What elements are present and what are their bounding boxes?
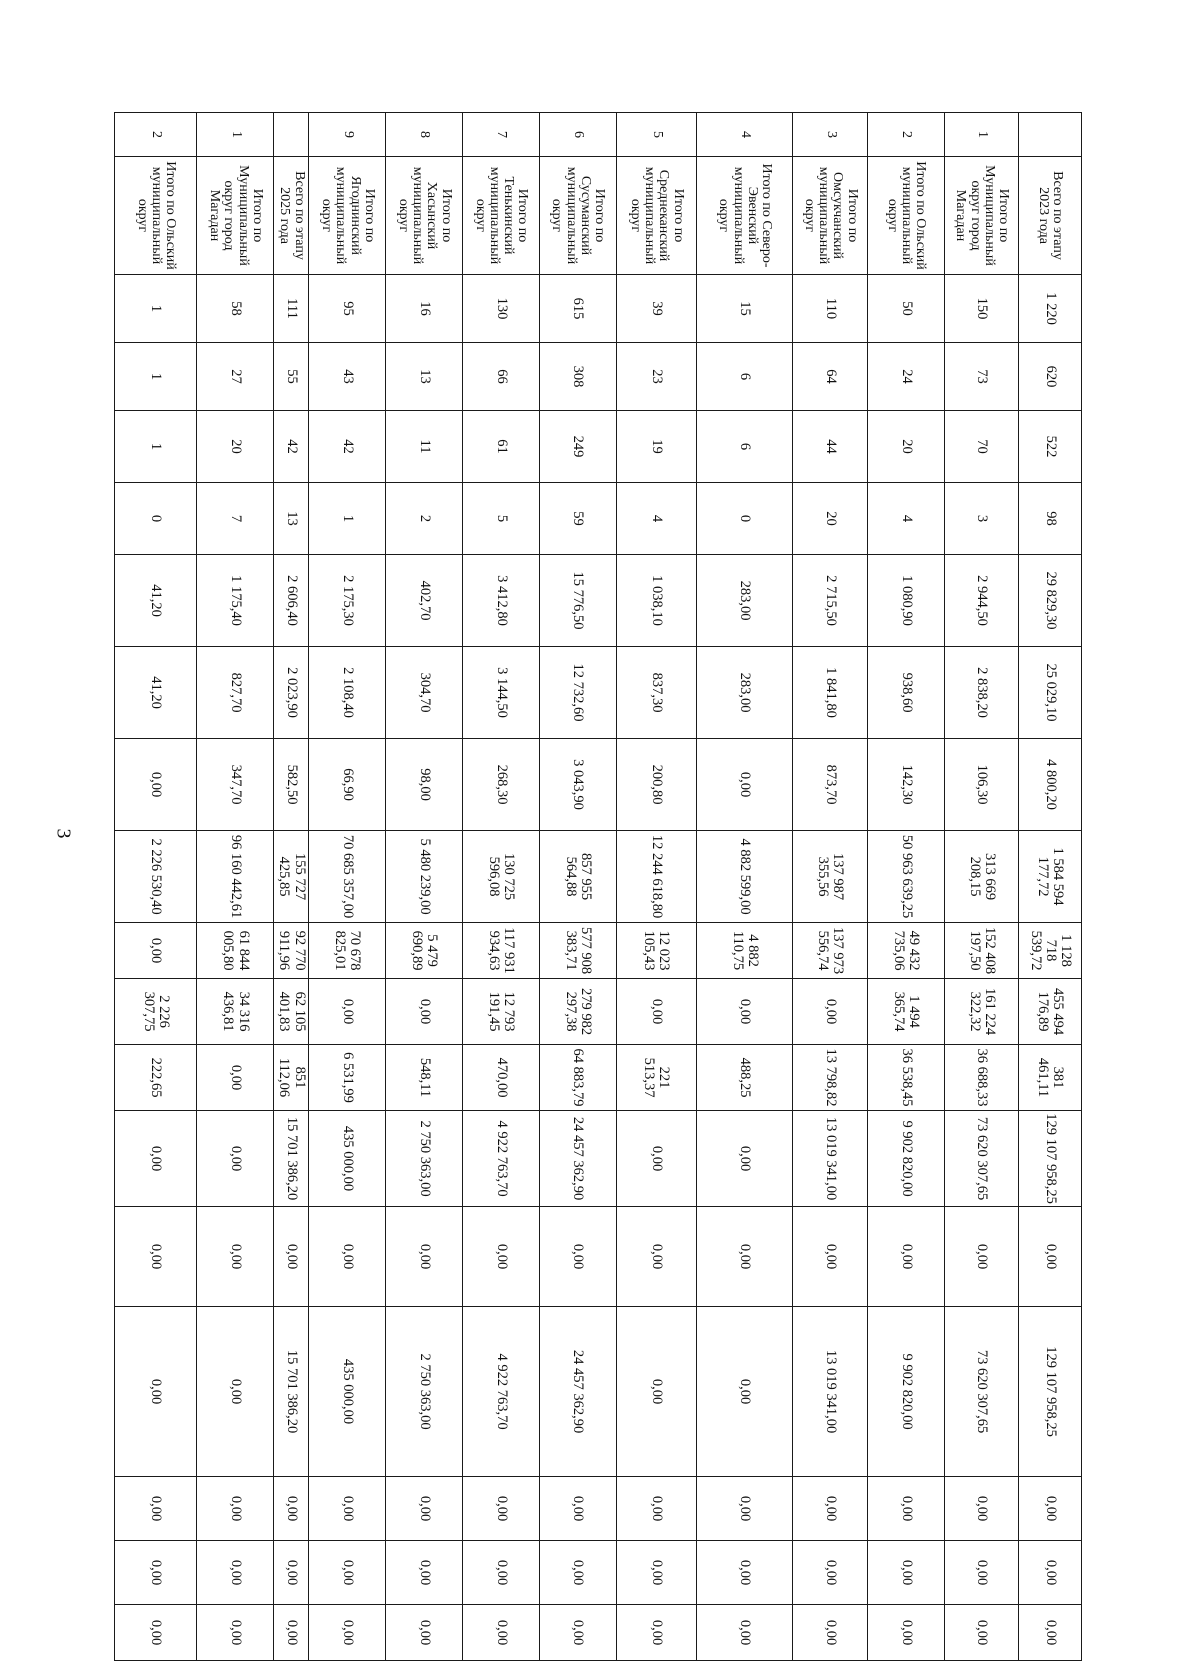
- table-cell: 0,00: [115, 739, 197, 831]
- table-cell: 41,20: [115, 647, 197, 739]
- table-cell: 19: [616, 411, 696, 483]
- table-cell: 279 982 297,38: [539, 979, 616, 1045]
- table-cell: 0,00: [793, 1477, 868, 1541]
- row-number-cell: 1: [944, 113, 1019, 157]
- table-cell: 161 224 322,32: [944, 979, 1019, 1045]
- table-cell: 6: [696, 343, 793, 411]
- table-cell: 0,00: [274, 1477, 309, 1541]
- table-cell: 2 944,50: [944, 555, 1019, 647]
- table-cell: 9 902 820,00: [867, 1307, 944, 1477]
- table-cell: 851 112,06: [274, 1045, 309, 1111]
- table-cell: 381 461,11: [1019, 1045, 1082, 1111]
- table-cell: 61 844 005,80: [197, 923, 274, 979]
- table-cell: 50: [867, 275, 944, 343]
- row-name-cell: Всего по этапу 2025 года: [274, 157, 309, 275]
- table-row: [309, 113, 386, 1661]
- table-cell: 347,70: [197, 739, 274, 831]
- table-cell: 0,00: [696, 1477, 793, 1541]
- table-cell: 548,11: [386, 1045, 463, 1111]
- table-row: [115, 113, 197, 1661]
- table-cell: 6 531,99: [309, 1045, 386, 1111]
- table-cell: 0,00: [616, 1477, 696, 1541]
- row-name-cell: Всего по этапу 2023 года: [1019, 157, 1082, 275]
- table-cell: 0,00: [115, 1111, 197, 1207]
- table-cell: 2 750 363,00: [386, 1307, 463, 1477]
- table-cell: 0,00: [386, 979, 463, 1045]
- table-cell: 4 800,20: [1019, 739, 1082, 831]
- table-cell: 95: [309, 275, 386, 343]
- table-cell: 620: [1019, 343, 1082, 411]
- table-cell: 0,00: [115, 1605, 197, 1661]
- table-cell: 20: [793, 483, 868, 555]
- table-cell: 308: [539, 343, 616, 411]
- table-cell: 96 160 442,61: [197, 831, 274, 923]
- table-cell: 0,00: [197, 1307, 274, 1477]
- table-cell: 0,00: [539, 1477, 616, 1541]
- table-cell: 249: [539, 411, 616, 483]
- table-cell: 34 316 436,81: [197, 979, 274, 1045]
- table-cell: 73: [944, 343, 1019, 411]
- table-cell: 0,00: [867, 1605, 944, 1661]
- table-cell: 2 226 530,40: [115, 831, 197, 923]
- table-cell: 152 408 197,50: [944, 923, 1019, 979]
- table-cell: 0,00: [386, 1541, 463, 1605]
- table-cell: 12 732,60: [539, 647, 616, 739]
- table-cell: 873,70: [793, 739, 868, 831]
- row-name-cell: Итого по Ягоднинский муниципальный округ: [309, 157, 386, 275]
- row-name-cell: Итого по Ольский муниципальный округ: [115, 157, 197, 275]
- table-cell: 0,00: [1019, 1541, 1082, 1605]
- table-cell: 0,00: [793, 1605, 868, 1661]
- table-cell: 1: [115, 411, 197, 483]
- table-cell: 39: [616, 275, 696, 343]
- table-cell: 0,00: [386, 1477, 463, 1541]
- table-cell: 58: [197, 275, 274, 343]
- table-cell: 70 678 825,01: [309, 923, 386, 979]
- table-cell: 0,00: [386, 1605, 463, 1661]
- table-cell: 43: [309, 343, 386, 411]
- table-cell: 0,00: [309, 1605, 386, 1661]
- table-cell: 98: [1019, 483, 1082, 555]
- table-cell: 0,00: [696, 1207, 793, 1307]
- table-cell: 4 922 763,70: [463, 1307, 540, 1477]
- table-cell: 4: [867, 483, 944, 555]
- table-cell: 49 432 735,06: [867, 923, 944, 979]
- row-number-cell: 7: [463, 113, 540, 157]
- table-cell: 0,00: [539, 1605, 616, 1661]
- table-cell: 0,00: [944, 1541, 1019, 1605]
- table-cell: 0,00: [867, 1207, 944, 1307]
- table-cell: 582,50: [274, 739, 309, 831]
- table-cell: 15: [696, 275, 793, 343]
- table-row: [696, 113, 793, 1661]
- table-cell: 0,00: [463, 1605, 540, 1661]
- table-cell: 304,70: [386, 647, 463, 739]
- table-cell: 0,00: [696, 979, 793, 1045]
- table-cell: 24 457 362,90: [539, 1307, 616, 1477]
- table-cell: 55: [274, 343, 309, 411]
- table-cell: 1 128 718 539,72: [1019, 923, 1082, 979]
- table-cell: 1 220: [1019, 275, 1082, 343]
- row-name-cell: Итого по Сусуманский муниципальный округ: [539, 157, 616, 275]
- table-cell: 12 793 191,45: [463, 979, 540, 1045]
- table-cell: 402,70: [386, 555, 463, 647]
- table-cell: 4: [616, 483, 696, 555]
- table-cell: 0,00: [197, 1045, 274, 1111]
- row-name-cell: Итого по Хасынский муниципальный округ: [386, 157, 463, 275]
- table-cell: 0,00: [867, 1541, 944, 1605]
- table-row: [793, 113, 868, 1661]
- table-cell: 25 029,10: [1019, 647, 1082, 739]
- table-row: [616, 113, 696, 1661]
- table-cell: 0,00: [309, 1207, 386, 1307]
- table-cell: 6: [696, 411, 793, 483]
- table-cell: 455 494 176,89: [1019, 979, 1082, 1045]
- table-cell: 3: [944, 483, 1019, 555]
- table-cell: 837,30: [616, 647, 696, 739]
- table-cell: 0,00: [616, 1541, 696, 1605]
- table-cell: 0,00: [115, 923, 197, 979]
- table-cell: 0,00: [463, 1207, 540, 1307]
- table-cell: 130: [463, 275, 540, 343]
- table-cell: 0,00: [696, 1111, 793, 1207]
- table-cell: 24 457 362,90: [539, 1111, 616, 1207]
- table-cell: 0,00: [197, 1605, 274, 1661]
- table-cell: 827,70: [197, 647, 274, 739]
- table-cell: 0,00: [274, 1605, 309, 1661]
- table-cell: 12 023 105,43: [616, 923, 696, 979]
- row-name-cell: Итого по Среднеканский муниципальный округ: [616, 157, 696, 275]
- table-cell: 44: [793, 411, 868, 483]
- table-cell: 92 770 911,96: [274, 923, 309, 979]
- table-cell: 0,00: [115, 1541, 197, 1605]
- table-cell: 0,00: [463, 1541, 540, 1605]
- table-cell: 13: [386, 343, 463, 411]
- table-cell: 0,00: [197, 1541, 274, 1605]
- table-cell: 0,00: [274, 1207, 309, 1307]
- table-cell: 0,00: [274, 1541, 309, 1605]
- table-cell: 0: [696, 483, 793, 555]
- table-cell: 435 000,00: [309, 1307, 386, 1477]
- table-cell: 27: [197, 343, 274, 411]
- table-cell: 73 620 307,65: [944, 1307, 1019, 1477]
- row-name-cell: Итого по Муниципальный округ город Магадан: [944, 157, 1019, 275]
- table-row: [867, 113, 944, 1661]
- table-cell: 64: [793, 343, 868, 411]
- table-row: [944, 113, 1019, 1661]
- table-cell: 0,00: [696, 739, 793, 831]
- row-name-cell: Итого по Омсукчанский муниципальный округ: [793, 157, 868, 275]
- table-cell: 62 105 401,83: [274, 979, 309, 1045]
- table-cell: 0,00: [539, 1207, 616, 1307]
- row-number-cell: 4: [696, 113, 793, 157]
- row-number-cell: 2: [115, 113, 197, 157]
- table-cell: 20: [197, 411, 274, 483]
- table-cell: 2 023,90: [274, 647, 309, 739]
- table-row: [274, 113, 309, 1661]
- table-cell: 137 987 355,56: [793, 831, 868, 923]
- table-cell: 11: [386, 411, 463, 483]
- row-number-cell: 6: [539, 113, 616, 157]
- table-cell: 1 038,10: [616, 555, 696, 647]
- table-cell: 0,00: [115, 1307, 197, 1477]
- table-cell: 615: [539, 275, 616, 343]
- table-cell: 470,00: [463, 1045, 540, 1111]
- table-cell: 20: [867, 411, 944, 483]
- table-cell: 3 043,90: [539, 739, 616, 831]
- table-cell: 0,00: [696, 1605, 793, 1661]
- table-cell: 13: [274, 483, 309, 555]
- table-cell: 12 244 618,80: [616, 831, 696, 923]
- table-cell: 117 931 934,63: [463, 923, 540, 979]
- table-cell: 142,30: [867, 739, 944, 831]
- table-cell: 0,00: [944, 1207, 1019, 1307]
- table-cell: 1: [309, 483, 386, 555]
- row-number-cell: 5: [616, 113, 696, 157]
- table-cell: 59: [539, 483, 616, 555]
- table-cell: 222,65: [115, 1045, 197, 1111]
- table-cell: 7: [197, 483, 274, 555]
- table-cell: 4 882 110,75: [696, 923, 793, 979]
- table-cell: 0,00: [115, 1207, 197, 1307]
- table-cell: 0,00: [1019, 1477, 1082, 1541]
- table-cell: 61: [463, 411, 540, 483]
- table-cell: 5 479 690,89: [386, 923, 463, 979]
- table-row: [1019, 113, 1082, 1661]
- table-cell: 0,00: [115, 1477, 197, 1541]
- table-cell: 283,00: [696, 555, 793, 647]
- table-cell: 137 973 556,74: [793, 923, 868, 979]
- table-cell: 283,00: [696, 647, 793, 739]
- table-cell: 0,00: [616, 1307, 696, 1477]
- row-name-cell: Итого по Тенькинский муниципальный округ: [463, 157, 540, 275]
- table-cell: 0,00: [309, 1541, 386, 1605]
- table-cell: 577 908 383,71: [539, 923, 616, 979]
- table-cell: 16: [386, 275, 463, 343]
- table-cell: 129 107 958,25: [1019, 1307, 1082, 1477]
- table-cell: 50 963 639,25: [867, 831, 944, 923]
- table-cell: 2: [386, 483, 463, 555]
- table-cell: 106,30: [944, 739, 1019, 831]
- table-cell: 522: [1019, 411, 1082, 483]
- table-cell: 0,00: [197, 1111, 274, 1207]
- table-cell: 13 019 341,00: [793, 1111, 868, 1207]
- table-cell: 0,00: [793, 979, 868, 1045]
- table-cell: 41,20: [115, 555, 197, 647]
- table-cell: 0,00: [944, 1605, 1019, 1661]
- table-cell: 0,00: [197, 1477, 274, 1541]
- table-cell: 488,25: [696, 1045, 793, 1111]
- table-cell: 0,00: [793, 1207, 868, 1307]
- table-cell: 2 175,30: [309, 555, 386, 647]
- table-cell: 66,90: [309, 739, 386, 831]
- table-cell: 73 620 307,65: [944, 1111, 1019, 1207]
- table-cell: 36 538,45: [867, 1045, 944, 1111]
- table-cell: 2 226 307,75: [115, 979, 197, 1045]
- row-name-cell: Итого по Муниципальный округ город Магадан: [197, 157, 274, 275]
- table-cell: 0,00: [793, 1541, 868, 1605]
- table-cell: 111: [274, 275, 309, 343]
- table-cell: 313 669 208,15: [944, 831, 1019, 923]
- table-cell: 0,00: [386, 1207, 463, 1307]
- table-body: [115, 113, 1082, 1661]
- table-cell: 98,00: [386, 739, 463, 831]
- table-cell: 9 902 820,00: [867, 1111, 944, 1207]
- table-cell: 1: [115, 275, 197, 343]
- table-cell: 0,00: [616, 1605, 696, 1661]
- table-cell: 1 175,40: [197, 555, 274, 647]
- table-cell: 155 727 425,85: [274, 831, 309, 923]
- table-cell: 0,00: [1019, 1605, 1082, 1661]
- table-cell: 3 144,50: [463, 647, 540, 739]
- table-cell: 150: [944, 275, 1019, 343]
- table-cell: 200,80: [616, 739, 696, 831]
- data-table: [114, 112, 1082, 1661]
- table-cell: 435 000,00: [309, 1111, 386, 1207]
- row-number-cell: 9: [309, 113, 386, 157]
- table-cell: 268,30: [463, 739, 540, 831]
- table-cell: 0,00: [539, 1541, 616, 1605]
- table-row: [197, 113, 274, 1661]
- table-cell: 4 922 763,70: [463, 1111, 540, 1207]
- table-cell: 0,00: [463, 1477, 540, 1541]
- table-row: [463, 113, 540, 1661]
- table-cell: 0,00: [696, 1307, 793, 1477]
- table-cell: 2 838,20: [944, 647, 1019, 739]
- row-number-cell: 3: [793, 113, 868, 157]
- table-cell: 0,00: [616, 1111, 696, 1207]
- table-cell: 15 701 386,20: [274, 1307, 309, 1477]
- table-cell: 1 494 365,74: [867, 979, 944, 1045]
- table-cell: 1 584 594 177,72: [1019, 831, 1082, 923]
- table-cell: 0,00: [616, 1207, 696, 1307]
- table-cell: 857 955 564,88: [539, 831, 616, 923]
- table-cell: 0,00: [867, 1477, 944, 1541]
- table-cell: 42: [309, 411, 386, 483]
- table-cell: 0,00: [696, 1541, 793, 1605]
- table-cell: 36 688,33: [944, 1045, 1019, 1111]
- table-cell: 70: [944, 411, 1019, 483]
- table-row: [539, 113, 616, 1661]
- table-cell: 4 882 599,00: [696, 831, 793, 923]
- table-cell: 0,00: [1019, 1207, 1082, 1307]
- page-number: 3: [52, 828, 75, 839]
- row-number-cell: 1: [197, 113, 274, 157]
- table-cell: 15 776,50: [539, 555, 616, 647]
- row-name-cell: Итого по Северо-Эвенский муниципальный округ: [696, 157, 793, 275]
- table-cell: 0,00: [197, 1207, 274, 1307]
- table-cell: 938,60: [867, 647, 944, 739]
- table-cell: 64 883,79: [539, 1045, 616, 1111]
- row-number-cell: 2: [867, 113, 944, 157]
- row-number-cell: [274, 113, 309, 157]
- table-cell: 0,00: [309, 979, 386, 1045]
- table-cell: 110: [793, 275, 868, 343]
- table-cell: 13 019 341,00: [793, 1307, 868, 1477]
- table-cell: 70 685 357,00: [309, 831, 386, 923]
- table-cell: 13 798,82: [793, 1045, 868, 1111]
- table-cell: 0,00: [944, 1477, 1019, 1541]
- table-cell: 1 080,90: [867, 555, 944, 647]
- table-cell: 129 107 958,25: [1019, 1111, 1082, 1207]
- table-cell: 24: [867, 343, 944, 411]
- table-row: [386, 113, 463, 1661]
- table-cell: 1 841,80: [793, 647, 868, 739]
- table-cell: 0: [115, 483, 197, 555]
- table-container: [114, 112, 1082, 1646]
- table-cell: 42: [274, 411, 309, 483]
- table-cell: 66: [463, 343, 540, 411]
- table-cell: 3 412,80: [463, 555, 540, 647]
- row-number-cell: 8: [386, 113, 463, 157]
- row-name-cell: Итого по Ольский муниципальный округ: [867, 157, 944, 275]
- table-cell: 2 750 363,00: [386, 1111, 463, 1207]
- table-cell: 5 480 239,00: [386, 831, 463, 923]
- table-cell: 0,00: [616, 979, 696, 1045]
- table-cell: 2 606,40: [274, 555, 309, 647]
- table-cell: 0,00: [309, 1477, 386, 1541]
- table-cell: 2 715,50: [793, 555, 868, 647]
- table-cell: 29 829,30: [1019, 555, 1082, 647]
- table-cell: 1: [115, 343, 197, 411]
- row-number-cell: [1019, 113, 1082, 157]
- table-cell: 130 725 596,08: [463, 831, 540, 923]
- table-cell: 221 513,37: [616, 1045, 696, 1111]
- table-cell: 23: [616, 343, 696, 411]
- table-cell: 5: [463, 483, 540, 555]
- table-cell: 15 701 386,20: [274, 1111, 309, 1207]
- table-cell: 2 108,40: [309, 647, 386, 739]
